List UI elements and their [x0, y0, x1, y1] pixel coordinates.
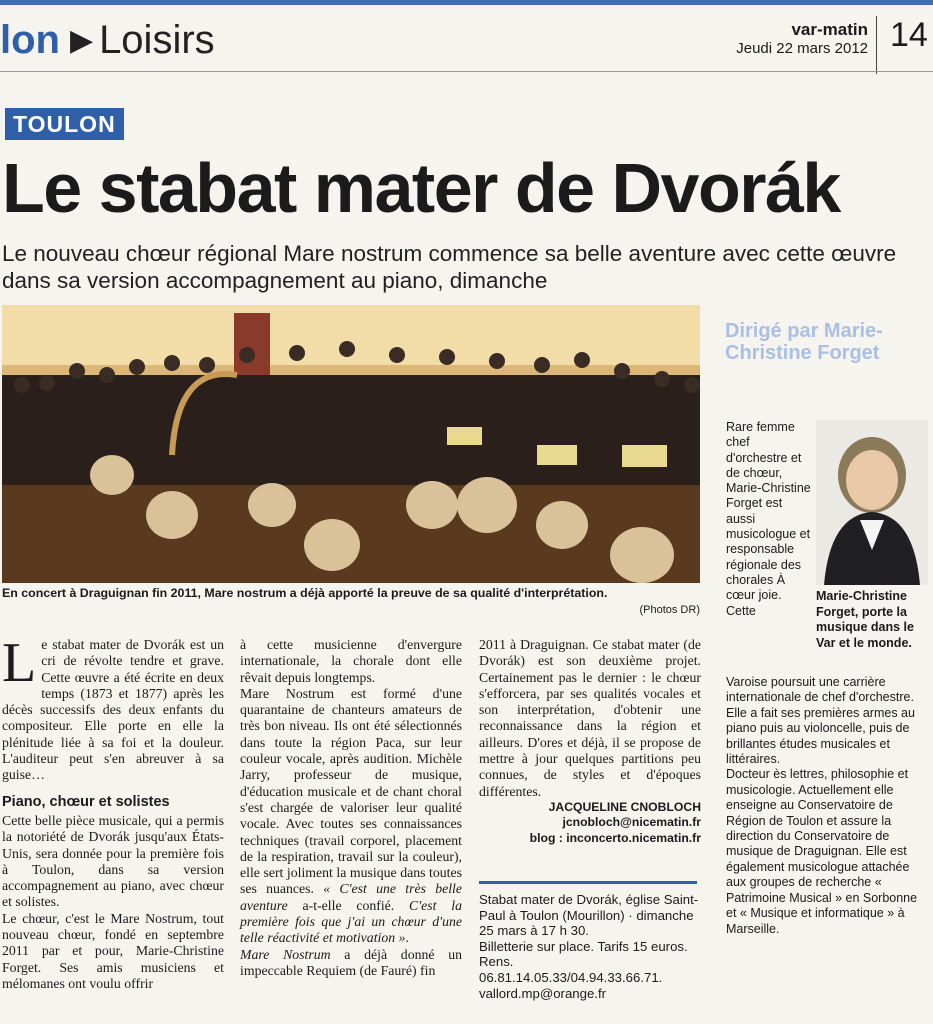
- sidebar-body: [726, 675, 928, 937]
- infobox-line: Stabat mater de Dvorák, église Saint-Paul à Toulon (Mourillon) · dimanche 25 mars à 17 h 30.: [479, 892, 699, 939]
- event-infobox: [479, 892, 701, 1001]
- location-tag: TOULON: [5, 108, 124, 140]
- quote-text: C'est la première fois que j'ai un chœur d'une telle réactivité et motivation »: [240, 897, 462, 946]
- portrait-photo: [816, 420, 928, 585]
- body-text: Mare Nostrum est formé d'une quarantaine de chanteurs amateurs de très bon niveau. Ils ont été sélectionnés dans toute la région Paca, sur leur couleur vocale, après audition. Michèle Jarry, professeur de musique, d'éducation musicale et de chant choral s'est chargée de valoriser leur qualité vocale. Avec toutes ses connaissances techniques (travail corporel, placement de la respiration, travail sur la couleur), elle sert joliment la musique dans toutes ses nuances.: [240, 685, 462, 897]
- photo-credit: (Photos DR): [639, 604, 700, 616]
- newspaper-name: var-matin: [791, 20, 868, 39]
- author-blog: blog : inconcerto.nicematin.fr: [529, 830, 701, 845]
- dropcap: L: [2, 632, 37, 694]
- body-paragraph: à cette musicienne d'envergure internationale, la chorale dont elle rêvait depuis longtemps.: [240, 637, 462, 685]
- section-title: [0, 18, 215, 63]
- subheading: Piano, chœur et solistes: [2, 793, 170, 810]
- header-divider: [876, 16, 877, 74]
- top-color-bar: [0, 0, 933, 5]
- photo-caption: En concert à Draguignan fin 2011, Mare nostrum a déjà apporté la preuve de sa qualité d'interprétation.: [2, 586, 608, 600]
- article-column-1: [2, 632, 224, 992]
- sidebar-heading: Dirigé par Marie-Christine Forget: [725, 320, 883, 364]
- body-paragraph: Le chœur, c'est le Mare Nostrum, tout nouveau chœur, fondé en septembre 2011 par et pour, Marie-Christine Forget. Ses amis musiciens et mélomanes ont voulu offrir: [2, 910, 224, 991]
- headline: Le stabat mater de Dvorák: [2, 149, 840, 227]
- body-paragraph: 2011 à Draguignan. Ce stabat mater (de Dvorák) est son deuxième projet. Certainement pas le dernier : le chœur s'efforcera, par ses qualités vocales et son interprétation, d'obtenir une reconnaissance dans la région et ailleurs. D'ores et déjà, il se propose de mettre à jour quelques partitions peu connues, de styles et d'époques différentes.: [479, 637, 701, 799]
- sidebar-paragraph: Docteur ès lettres, philosophie et musicologie. Actuellement elle enseigne au Conservatoire de Région de Toulon et assure la direction du Conservatoire de musique de Draguignan. Elle est également musicologue attachée aux groupes de recherche « Patrimoine Musical » en Sorbonne et « Musique et informatique » à Marseille.: [726, 767, 918, 936]
- section-arrow-icon: ▶: [69, 24, 94, 57]
- sidebar-paragraph: Varoise poursuit une carrière internationale de chef d'orchestre. Elle a fait ses premières armes au piano puis au violoncelle, puis de brillantes études musicales et littéraires.: [726, 675, 915, 767]
- infobox-line: Billetterie sur place. Tarifs 15 euros. Rens.: [479, 938, 688, 970]
- section-name: Loisirs: [99, 18, 215, 62]
- body-text: .: [405, 930, 409, 946]
- author-email: jcnobloch@nicematin.fr: [562, 815, 701, 830]
- infobox-phone: 06.81.14.05.33/04.94.33.66.71.: [479, 969, 663, 985]
- author-name: JACQUELINE CNOBLOCH: [548, 799, 701, 814]
- concert-photo: [2, 305, 700, 583]
- standfirst: Le nouveau chœur régional Mare nostrum commence sa belle aventure avec cette œuvre dans sa version accompagnement au piano, dimanche: [2, 241, 897, 293]
- choir-name: Mare Nostrum: [240, 946, 331, 962]
- sidebar-intro: Rare femme chef d'orchestre et de chœur, Marie-Christine Forget est aussi musicologue et responsable régionale des chorales À cœur joie. Cette: [726, 420, 811, 618]
- issue-date: Jeudi 22 mars 2012: [736, 40, 868, 57]
- infobox-rule: [479, 881, 697, 884]
- portrait-caption: Marie-Christine Forget, porte la musique dans le Var et le monde.: [816, 589, 914, 650]
- header-rule: [0, 71, 933, 72]
- page-header: [0, 6, 933, 72]
- body-text: a-t-elle confié.: [287, 897, 410, 913]
- body-paragraph: Cette belle pièce musicale, qui a permis la notoriété de Dvorák jusqu'aux États-Unis, sera donnée pour la première fois à Toulon, dans sa version accompagnement au piano, avec chœur et solistes.: [2, 812, 224, 910]
- infobox-email: vallord.mp@orange.fr: [479, 985, 607, 1001]
- body-paragraph: e stabat mater de Dvorák est un cri de révolte tendre et grave. Cette œuvre a été écrite en deux temps (1873 et 1877) après les décès successifs des deux enfants du compositeur. Elle porte en elle la plénitude liée à sa foi et la douleur. L'auditeur peut s'en abreuver à sa guise…: [2, 637, 224, 783]
- quote-text: « C'est une très belle aventure: [240, 881, 463, 913]
- body-text: a déjà donné un impeccable Requiem (de Fauré) fin: [240, 946, 462, 978]
- article-column-3: [479, 637, 701, 846]
- body-paragraph: [240, 686, 462, 947]
- page-number: 14: [890, 16, 928, 54]
- body-paragraph: [240, 947, 462, 980]
- article-column-2: [240, 637, 462, 979]
- section-prefix: lon: [0, 18, 60, 62]
